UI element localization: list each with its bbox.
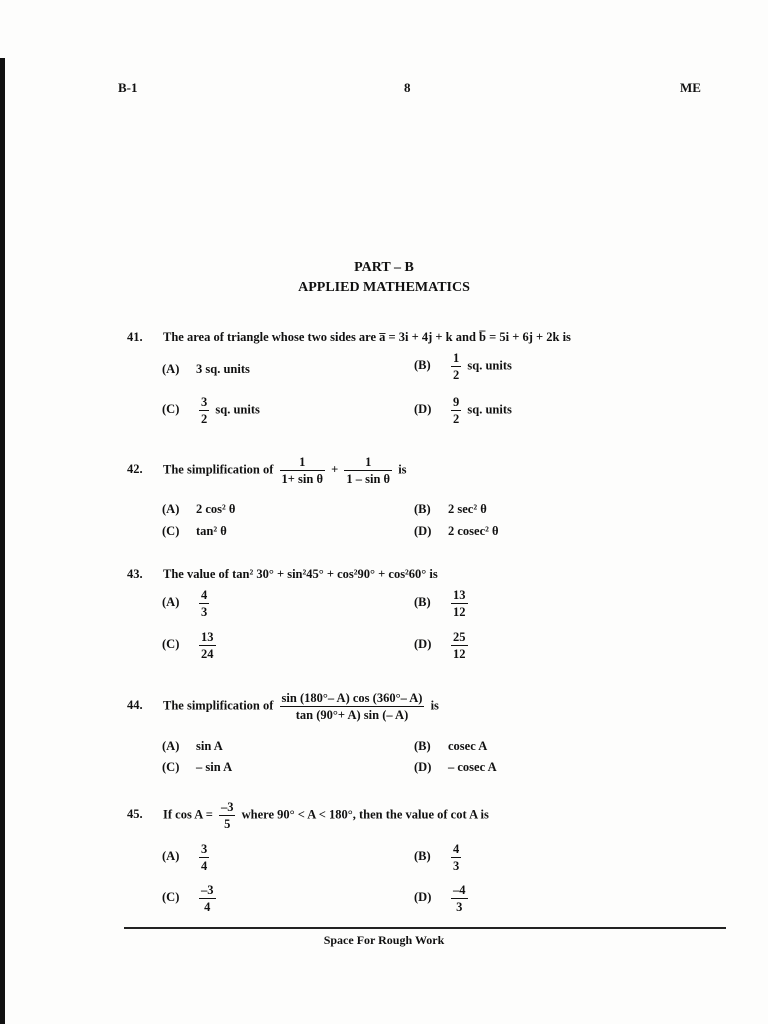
option-text: 3 sq. units [196,362,250,376]
denominator: 2 [453,412,460,426]
numerator: sin (180°– A) cos (360°– A) [281,691,423,705]
section-title: APPLIED MATHEMATICS [298,280,470,295]
fraction [451,841,461,874]
footer-divider [124,927,726,929]
option-text: tan² θ [196,524,227,538]
numerator: 9 [453,395,460,409]
fraction [199,882,216,915]
option-label: (B) [414,595,431,610]
numerator: –4 [453,883,466,897]
option-c [162,524,227,539]
option-text: – cosec A [448,760,497,774]
rough-work-caption: Space For Rough Work [323,933,445,947]
question-42 [127,454,407,487]
option-label: (C) [162,524,180,538]
option-text: sq. units [215,402,260,417]
fraction [280,690,425,723]
numerator: –3 [220,800,234,814]
question-stem: If cos A = [163,807,213,822]
subject-code: ME [680,80,701,95]
denominator: 1+ sin θ [281,472,323,486]
denominator: 3 [456,900,463,914]
fraction [344,454,392,487]
denominator: 4 [201,859,208,873]
option-text: 2 sec² θ [448,502,487,516]
fraction [199,841,209,874]
numerator: 13 [201,630,214,644]
option-label: (D) [414,402,432,417]
page-number: 8 [404,80,411,95]
option-text: sq. units [467,402,512,417]
question-number: 41. [127,330,143,344]
option-label: (A) [162,595,180,610]
option-label: (D) [414,524,432,538]
numerator: 1 [453,351,460,365]
denominator: 3 [453,859,460,873]
numerator: –3 [201,883,214,897]
option-label: (C) [162,760,180,774]
option-text: sq. units [467,358,512,373]
option-b [414,587,471,620]
fraction [451,629,468,662]
fraction [199,629,216,662]
denominator: 12 [453,605,466,619]
numerator: 1 [344,454,392,471]
option-label: (B) [414,502,431,516]
question-43 [127,567,438,582]
binding-edge [0,58,5,1024]
numerator: 13 [453,588,466,602]
denominator: 2 [453,368,460,382]
denominator: 5 [224,817,231,831]
denominator: 2 [201,412,208,426]
numerator: 3 [201,395,208,409]
option-b [414,350,512,383]
question-stem: The simplification of [163,698,274,713]
denominator: tan (90°+ A) sin (– A) [295,708,409,722]
denominator: 3 [201,605,208,619]
question-44 [127,690,439,723]
option-label: (A) [162,502,180,516]
option-label: (C) [162,637,180,652]
fraction [451,350,461,383]
denominator: 12 [453,647,466,661]
question-number: 43. [127,567,143,581]
option-a [162,739,223,754]
plus-sign: + [331,462,339,477]
question-stem: The simplification of [163,462,274,477]
fraction [451,882,468,915]
option-d [414,629,471,662]
question-number: 45. [127,807,143,822]
option-c [162,629,219,662]
booklet-code: B-1 [118,80,138,95]
option-d [414,882,471,915]
option-d [414,760,497,775]
numerator: 1 [280,454,325,471]
part-title: PART – B [354,260,414,275]
option-label: (A) [162,362,180,376]
question-number: 44. [127,698,143,713]
fraction [219,799,236,832]
option-label: (A) [162,739,180,753]
option-c [162,760,232,775]
option-d [414,524,499,539]
fraction [451,587,468,620]
numerator: 4 [453,842,460,856]
option-b [414,841,464,874]
option-d [414,394,512,427]
question-stem-end: is [430,698,439,713]
fraction [451,394,461,427]
option-c [162,394,260,427]
option-label: (D) [414,637,432,652]
denominator: 4 [204,900,211,914]
option-label: (A) [162,849,180,864]
option-text: – sin A [196,760,233,774]
option-label: (D) [414,890,432,905]
option-label: (C) [162,402,180,417]
option-b [414,502,487,517]
option-text: 2 cos² θ [196,502,236,516]
option-label: (D) [414,760,432,774]
numerator: 4 [201,588,208,602]
question-stem: The area of triangle whose two sides are a̅ = 3i + 4j + k and b̅ = 5i + 6j + 2k is [163,330,571,344]
option-label: (B) [414,849,431,864]
question-stem-end: is [398,462,407,477]
option-a [162,587,212,620]
numerator: 3 [201,842,208,856]
option-c [162,882,219,915]
fraction [199,394,209,427]
option-text: sin A [196,739,223,753]
option-text: cosec A [448,739,488,753]
question-45 [127,799,489,832]
question-number: 42. [127,462,143,477]
denominator: 1 – sin θ [346,472,391,486]
option-a [162,502,235,517]
option-text: 2 cosec² θ [448,524,499,538]
question-41 [127,330,571,345]
option-a [162,841,212,874]
option-label: (B) [414,358,431,373]
question-stem-end: where 90° < A < 180°, then the value of cot A is [241,807,489,822]
option-b [414,739,487,754]
fraction [199,587,209,620]
option-label: (C) [162,890,180,905]
option-a [162,362,250,377]
option-label: (B) [414,739,431,753]
question-stem: The value of tan² 30° + sin²45° + cos²90° + cos²60° is [163,567,438,581]
denominator: 24 [201,647,214,661]
fraction [280,454,325,487]
numerator: 25 [453,630,466,644]
